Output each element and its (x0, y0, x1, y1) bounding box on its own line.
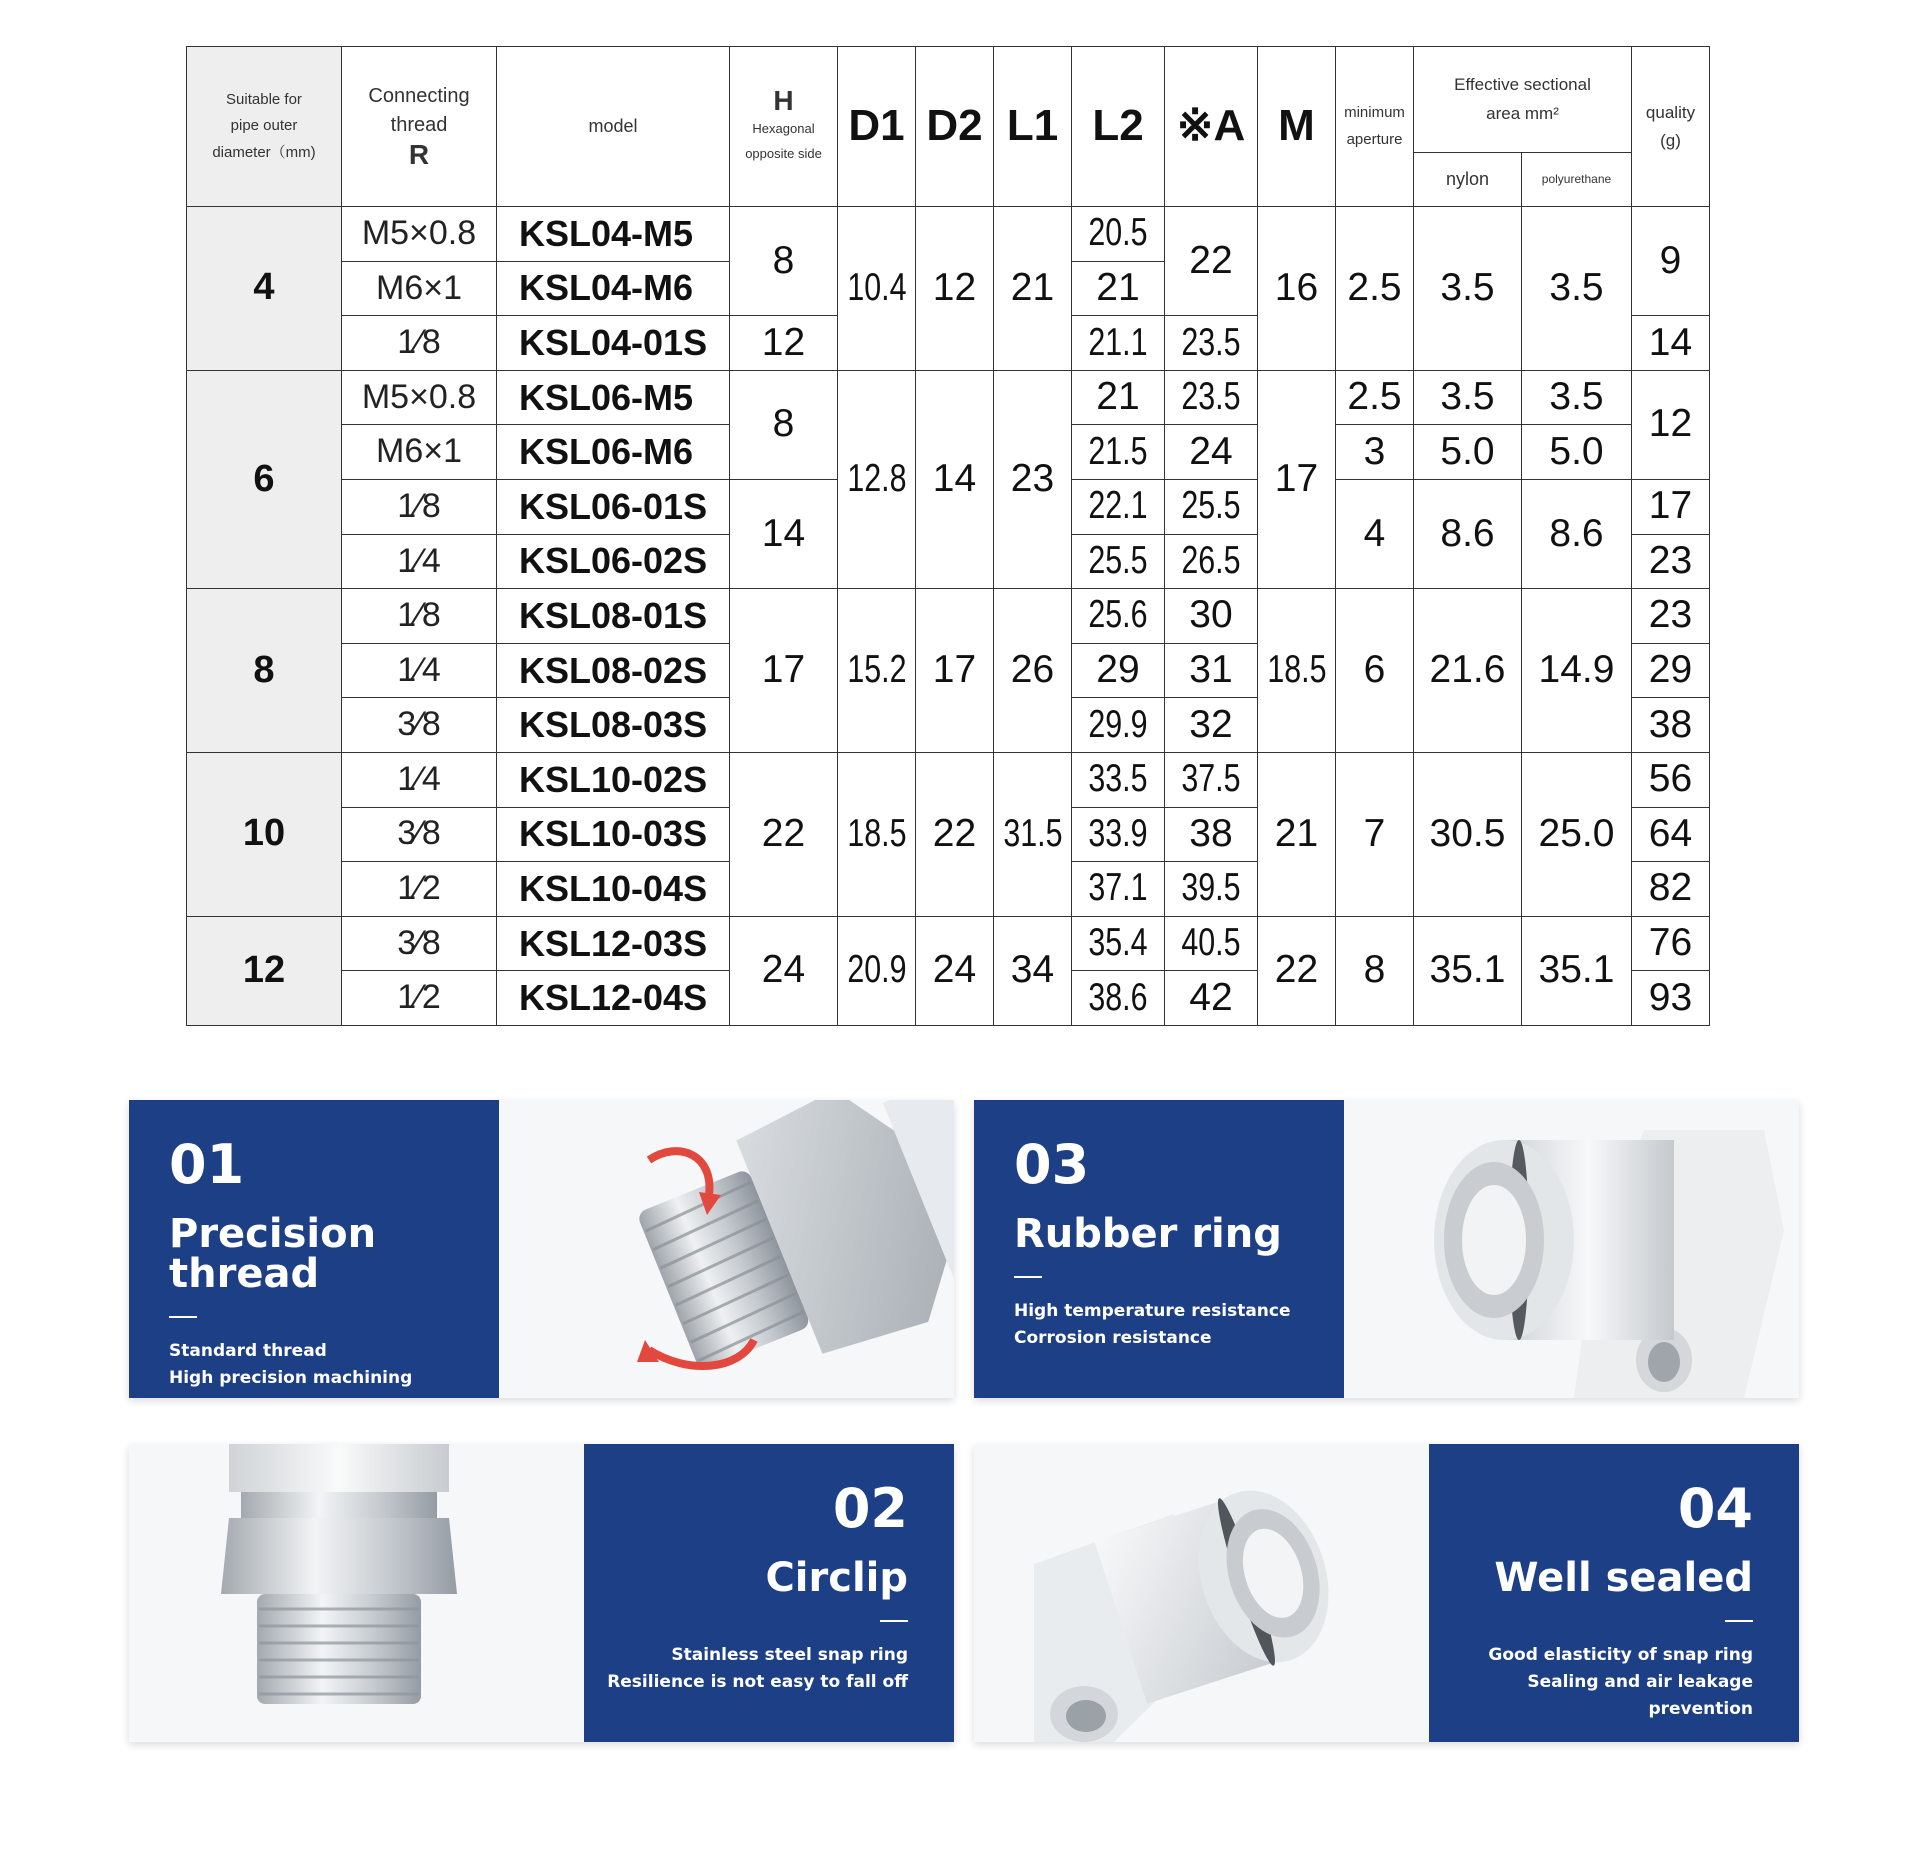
m-cell: 22 (1258, 916, 1336, 1025)
d2-cell: 17 (916, 589, 994, 753)
model-cell: KSL06-M5 (497, 370, 730, 425)
header-min-aperture: minimum aperture (1336, 47, 1414, 207)
thread-cell: M6×1 (342, 425, 497, 480)
table-row (187, 916, 1710, 971)
table-row (187, 370, 1710, 425)
d2-cell: 12 (916, 207, 994, 371)
l2-cell: 33.5 (1072, 752, 1165, 807)
title-divider (1014, 1276, 1042, 1278)
thread-cell: 1⁄8 (342, 589, 497, 644)
l1-cell: 21 (994, 207, 1072, 371)
polyurethane-cell: 3.5 (1522, 370, 1632, 425)
thread-cell: 1⁄4 (342, 534, 497, 589)
feature-title: Precision thread (169, 1211, 377, 1297)
l1-cell: 31.5 (994, 752, 1072, 916)
model-cell: KSL06-M6 (497, 425, 730, 480)
feature-card-circlip (129, 1444, 954, 1742)
thread-cell: 1⁄8 (342, 479, 497, 534)
feature-number: 01 (169, 1133, 245, 1196)
feature-number: 04 (1677, 1477, 1753, 1540)
l1-cell: 26 (994, 589, 1072, 753)
model-cell: KSL08-02S (497, 643, 730, 698)
a-cell: 23.5 (1165, 370, 1258, 425)
nylon-cell: 8.6 (1414, 479, 1522, 588)
d2-cell: 24 (916, 916, 994, 1025)
straight-fitting-image (129, 1444, 584, 1742)
title-divider (169, 1316, 197, 1318)
feature-description: Good elasticity of snap ring Sealing and air leakage prevention (1488, 1645, 1753, 1719)
pipe-diameter-cell: 12 (187, 916, 342, 1025)
thread-cell: 1⁄2 (342, 862, 497, 917)
quality-cell: 76 (1632, 916, 1710, 971)
a-cell: 22 (1165, 207, 1258, 316)
feature-panel (584, 1444, 954, 1742)
aperture-cell: 3 (1336, 425, 1414, 480)
feature-description: High temperature resistance Corrosion resistance (1014, 1301, 1291, 1348)
header-pipe-diameter: Suitable for pipe outer diameter（mm) (187, 47, 342, 207)
model-cell: KSL12-03S (497, 916, 730, 971)
feature-panel (1429, 1444, 1799, 1742)
header-d2: D2 (916, 47, 994, 207)
l2-cell: 37.1 (1072, 862, 1165, 917)
l2-cell: 21 (1072, 261, 1165, 316)
threaded-fitting-image (499, 1100, 954, 1398)
feature-description: Stainless steel snap ring Resilience is not easy to fall off (607, 1645, 908, 1692)
feature-description: Standard thread High precision machining (169, 1341, 413, 1388)
h-cell: 14 (730, 479, 838, 588)
a-cell: 42 (1165, 971, 1258, 1026)
header-l2: L2 (1072, 47, 1165, 207)
thread-cell: 3⁄8 (342, 807, 497, 862)
pipe-diameter-cell: 6 (187, 370, 342, 588)
header-nylon: nylon (1414, 153, 1522, 207)
thread-cell: 1⁄4 (342, 752, 497, 807)
m-cell: 16 (1258, 207, 1336, 371)
m-cell: 18.5 (1258, 589, 1336, 753)
header-model: model (497, 47, 730, 207)
model-cell: KSL06-02S (497, 534, 730, 589)
model-cell: KSL12-04S (497, 971, 730, 1026)
a-cell: 40.5 (1165, 916, 1258, 971)
header-d1: D1 (838, 47, 916, 207)
quality-cell: 23 (1632, 534, 1710, 589)
thread-cell: 1⁄4 (342, 643, 497, 698)
feature-title: Rubber ring (1014, 1211, 1282, 1257)
quality-cell: 29 (1632, 643, 1710, 698)
header-m: M (1258, 47, 1336, 207)
table-row (187, 207, 1710, 262)
quality-cell: 82 (1632, 862, 1710, 917)
nylon-cell: 30.5 (1414, 752, 1522, 916)
a-cell: 30 (1165, 589, 1258, 644)
polyurethane-cell: 14.9 (1522, 589, 1632, 753)
nylon-cell: 3.5 (1414, 370, 1522, 425)
quality-cell: 9 (1632, 207, 1710, 316)
h-cell: 12 (730, 316, 838, 371)
thread-cell: M6×1 (342, 261, 497, 316)
polyurethane-cell: 25.0 (1522, 752, 1632, 916)
title-divider (880, 1620, 908, 1622)
d1-cell: 18.5 (838, 752, 916, 916)
d2-cell: 14 (916, 370, 994, 588)
elbow-fitting-angled-image (974, 1444, 1429, 1742)
model-cell: KSL08-03S (497, 698, 730, 753)
aperture-cell: 2.5 (1336, 207, 1414, 371)
l2-cell: 33.9 (1072, 807, 1165, 862)
model-cell: KSL04-M5 (497, 207, 730, 262)
feature-panel (129, 1100, 499, 1398)
d1-cell: 10.4 (838, 207, 916, 371)
thread-cell: 3⁄8 (342, 698, 497, 753)
table-row (187, 752, 1710, 807)
header-h: H Hexagonal opposite side (730, 47, 838, 207)
h-cell: 22 (730, 752, 838, 916)
quality-cell: 12 (1632, 370, 1710, 479)
a-cell: 23.5 (1165, 316, 1258, 371)
l2-cell: 22.1 (1072, 479, 1165, 534)
l1-cell: 34 (994, 916, 1072, 1025)
l2-cell: 29.9 (1072, 698, 1165, 753)
elbow-fitting-image (1344, 1100, 1799, 1398)
model-cell: KSL10-02S (497, 752, 730, 807)
quality-cell: 38 (1632, 698, 1710, 753)
model-cell: KSL10-03S (497, 807, 730, 862)
spec-table (186, 46, 1710, 1026)
m-cell: 21 (1258, 752, 1336, 916)
feature-title: Well sealed (1494, 1555, 1753, 1601)
a-cell: 26.5 (1165, 534, 1258, 589)
pipe-diameter-cell: 10 (187, 752, 342, 916)
l1-cell: 23 (994, 370, 1072, 588)
feature-number: 03 (1014, 1133, 1090, 1196)
header-l1: L1 (994, 47, 1072, 207)
h-cell: 24 (730, 916, 838, 1025)
l2-cell: 20.5 (1072, 207, 1165, 262)
aperture-cell: 4 (1336, 479, 1414, 588)
model-cell: KSL08-01S (497, 589, 730, 644)
polyurethane-cell: 5.0 (1522, 425, 1632, 480)
feature-number: 02 (832, 1477, 908, 1540)
a-cell: 25.5 (1165, 479, 1258, 534)
aperture-cell: 8 (1336, 916, 1414, 1025)
header-quality: quality (g) (1632, 47, 1710, 207)
feature-card-precision-thread (129, 1100, 954, 1398)
quality-cell: 64 (1632, 807, 1710, 862)
nylon-cell: 3.5 (1414, 207, 1522, 371)
nylon-cell: 35.1 (1414, 916, 1522, 1025)
h-cell: 8 (730, 207, 838, 316)
title-divider (1725, 1620, 1753, 1622)
header-a: ※A (1165, 47, 1258, 207)
quality-cell: 17 (1632, 479, 1710, 534)
thread-cell: 1⁄2 (342, 971, 497, 1026)
l2-cell: 21 (1072, 370, 1165, 425)
thread-cell: M5×0.8 (342, 207, 497, 262)
model-cell: KSL06-01S (497, 479, 730, 534)
d1-cell: 12.8 (838, 370, 916, 588)
m-cell: 17 (1258, 370, 1336, 588)
l2-cell: 21.5 (1072, 425, 1165, 480)
model-cell: KSL04-01S (497, 316, 730, 371)
polyurethane-cell: 3.5 (1522, 207, 1632, 371)
quality-cell: 14 (1632, 316, 1710, 371)
a-cell: 38 (1165, 807, 1258, 862)
d1-cell: 20.9 (838, 916, 916, 1025)
header-polyurethane: polyurethane (1522, 153, 1632, 207)
l2-cell: 38.6 (1072, 971, 1165, 1026)
h-cell: 8 (730, 370, 838, 479)
polyurethane-cell: 8.6 (1522, 479, 1632, 588)
feature-card-rubber-ring (974, 1100, 1799, 1398)
header-connecting-thread: Connecting thread R (342, 47, 497, 207)
table-row (187, 589, 1710, 644)
a-cell: 24 (1165, 425, 1258, 480)
pipe-diameter-cell: 8 (187, 589, 342, 753)
feature-card-well-sealed (974, 1444, 1799, 1742)
quality-cell: 23 (1632, 589, 1710, 644)
nylon-cell: 5.0 (1414, 425, 1522, 480)
d1-cell: 15.2 (838, 589, 916, 753)
quality-cell: 93 (1632, 971, 1710, 1026)
a-cell: 31 (1165, 643, 1258, 698)
feature-panel (974, 1100, 1344, 1398)
model-cell: KSL04-M6 (497, 261, 730, 316)
polyurethane-cell: 35.1 (1522, 916, 1632, 1025)
feature-title: Circlip (765, 1555, 908, 1601)
a-cell: 32 (1165, 698, 1258, 753)
aperture-cell: 6 (1336, 589, 1414, 753)
a-cell: 37.5 (1165, 752, 1258, 807)
aperture-cell: 7 (1336, 752, 1414, 916)
h-cell: 17 (730, 589, 838, 753)
header-effective-area: Effective sectional area mm² (1414, 47, 1632, 153)
nylon-cell: 21.6 (1414, 589, 1522, 753)
l2-cell: 25.6 (1072, 589, 1165, 644)
quality-cell: 56 (1632, 752, 1710, 807)
pipe-diameter-cell: 4 (187, 207, 342, 371)
thread-cell: 3⁄8 (342, 916, 497, 971)
l2-cell: 21.1 (1072, 316, 1165, 371)
d2-cell: 22 (916, 752, 994, 916)
thread-cell: 1⁄8 (342, 316, 497, 371)
l2-cell: 29 (1072, 643, 1165, 698)
a-cell: 39.5 (1165, 862, 1258, 917)
aperture-cell: 2.5 (1336, 370, 1414, 425)
l2-cell: 25.5 (1072, 534, 1165, 589)
thread-cell: M5×0.8 (342, 370, 497, 425)
l2-cell: 35.4 (1072, 916, 1165, 971)
model-cell: KSL10-04S (497, 862, 730, 917)
